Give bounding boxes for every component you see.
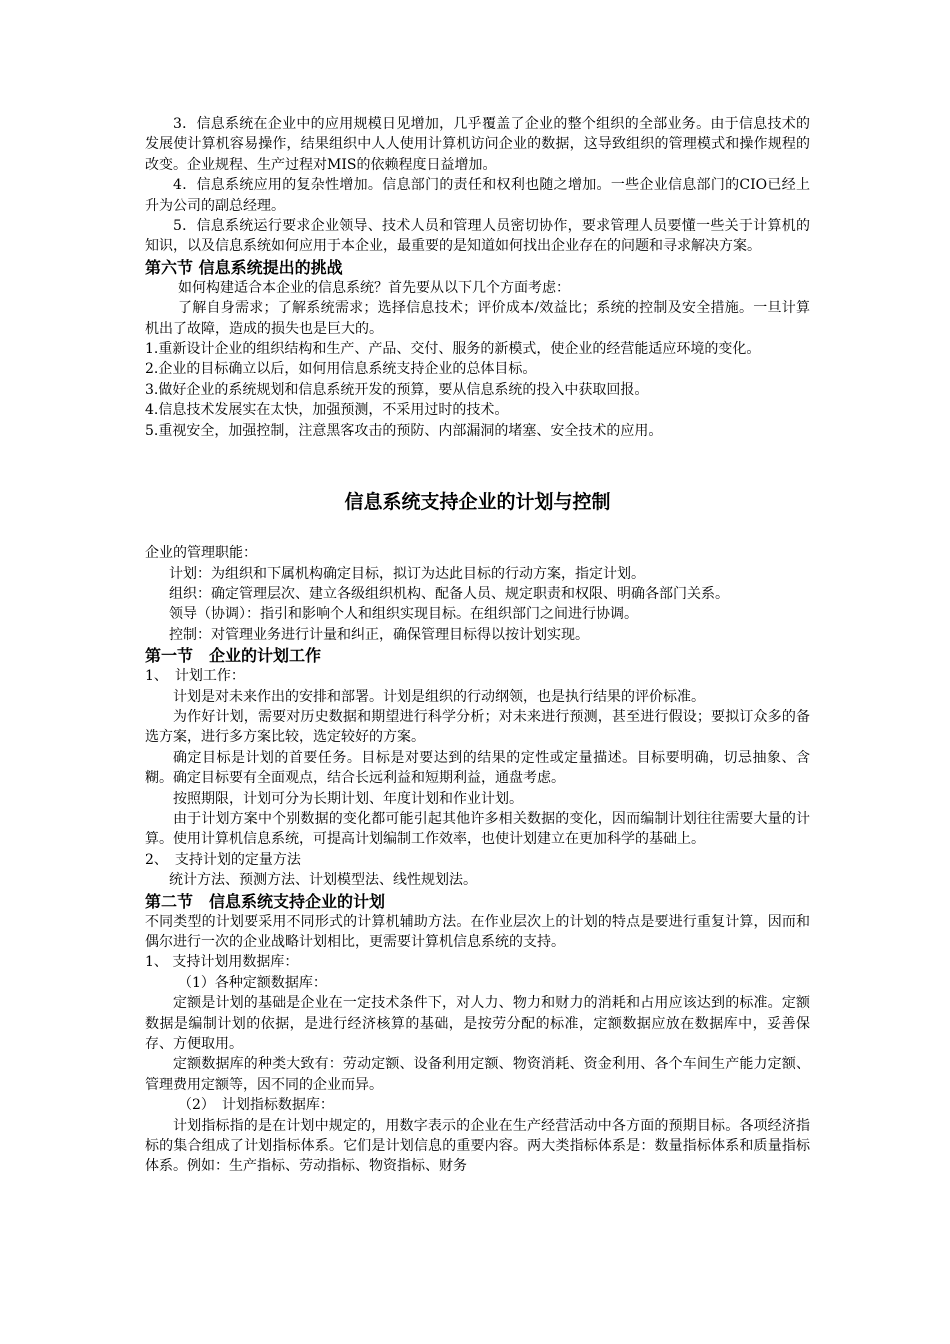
function-plan: 计划：为组织和下属机构确定目标，拟订为达此目标的行动方案，指定计划。 bbox=[169, 565, 645, 582]
plan-index-db-paragraph: 计划指标指的是在计划中规定的，用数字表示的企业在生产经营活动中各方面的预期目标。各项经济指标的集合组成了计划指标体系。它们是计划信息的重要内容。两大类指标体系是：数量指标体系和质量指标体系。例如：生产指标、劳动指标、物资指标、财务 bbox=[145, 1117, 810, 1175]
plan-index-db-title: （2） 计划指标数据库： bbox=[178, 1097, 334, 1114]
section2-intro: 不同类型的计划要采用不同形式的计算机辅助方法。在作业层次上的计划的特点是要进行重复计算，因而和偶尔进行一次的企业战略计划相比，更需要计算机信息系统的支持。 bbox=[145, 913, 810, 950]
function-organize: 组织：确定管理层次、建立各级组织机构、配备人员、规定职责和权限、明确各部门关系。 bbox=[169, 585, 729, 602]
section1-paragraph-5: 由于计划方案中个别数据的变化都可能引起其他许多相关数据的变化，因而编制计划往往需要大量的计算。使用计算机信息系统，可提高计划编制工作效率，也使计划建立在更加科学的基础上。 bbox=[145, 810, 810, 848]
document-page bbox=[145, 114, 810, 1177]
section1-sub-2-text: 统计方法、预测方法、计划模型法、线性规划法。 bbox=[169, 872, 477, 889]
section-heading-2: 第二节 信息系统支持企业的计划 bbox=[145, 891, 386, 911]
section1-paragraph-2: 为作好计划，需要对历史数据和期望进行科学分析；对未来进行预测，甚至进行假设；要拟订众多的备选方案，进行多方案比较，选定较好的方案。 bbox=[145, 708, 810, 746]
section-heading-6: 第六节 信息系统提出的挑战 bbox=[145, 257, 343, 277]
paragraph-part1-4: 4．信息系统应用的复杂性增加。信息部门的责任和权利也随之增加。一些企业信息部门的CIO已经上升为公司的副总经理。 bbox=[145, 177, 810, 214]
section6-intro-2: 了解自身需求；了解系统需求；选择信息技术；评价成本/效益比；系统的控制及安全措施。一旦计算机出了故障，造成的损失也是巨大的。 bbox=[145, 300, 810, 337]
quota-db-title: （1）各种定额数据库： bbox=[178, 974, 327, 991]
section6-intro-1: 如何构建适合本企业的信息系统？首先要从以下几个方面考虑： bbox=[178, 279, 570, 296]
management-functions-intro: 企业的管理职能： bbox=[145, 545, 257, 562]
quota-db-paragraph-2: 定额数据库的种类大致有：劳动定额、设备利用定额、物资消耗、资金利用、各个车间生产能力定额、管理费用定额等，因不同的企业而异。 bbox=[145, 1056, 810, 1093]
section2-sub-1: 1、 支持计划用数据库： bbox=[145, 954, 299, 971]
section1-sub-1: 1、 计划工作： bbox=[145, 668, 245, 685]
function-lead: 领导（协调）：指引和影响个人和组织实现目标。在组织部门之间进行协调。 bbox=[169, 606, 638, 623]
challenge-item-1: 1.重新设计企业的组织结构和生产、产品、交付、服务的新模式，使企业的经营能适应环境的变化。 bbox=[145, 341, 761, 358]
paragraph-part1-5: 5．信息系统运行要求企业领导、技术人员和管理人员密切协作，要求管理人员要懂一些关于计算机的知识，以及信息系统如何应用于本企业，最重要的是知道如何找出企业存在的问题和寻求解决方案。 bbox=[145, 218, 810, 255]
paragraph-part1-3: 3．信息系统在企业中的应用规模日见增加，几乎覆盖了企业的整个组织的全部业务。由于信息技术的发展使计算机容易操作，结果组织中人人使用计算机访问企业的数据，这导致组织的管理模式和操作规程的改变。企业规程、生产过程对MIS的依赖程度日益增加。 bbox=[145, 116, 810, 173]
challenge-item-2: 2.企业的目标确立以后，如何用信息系统支持企业的总体目标。 bbox=[145, 361, 537, 378]
function-control: 控制：对管理业务进行计量和纠正，确保管理目标得以按计划实现。 bbox=[169, 626, 589, 643]
challenge-item-5: 5.重视安全，加强控制，注意黑客攻击的预防、内部漏洞的堵塞、安全技术的应用。 bbox=[145, 422, 663, 439]
section1-paragraph-4: 按照期限，计划可分为长期计划、年度计划和作业计划。 bbox=[173, 790, 523, 807]
section1-sub-2: 2、 支持计划的定量方法 bbox=[145, 851, 301, 868]
challenge-item-4: 4.信息技术发展实在太快，加强预测，不采用过时的技术。 bbox=[145, 402, 509, 419]
chapter-title: 信息系统支持企业的计划与控制 bbox=[344, 491, 611, 514]
challenge-item-3: 3.做好企业的系统规划和信息系统开发的预算，要从信息系统的投入中获取回报。 bbox=[145, 381, 649, 398]
section1-paragraph-1: 计划是对未来作出的安排和部署。计划是组织的行动纲领，也是执行结果的评价标准。 bbox=[173, 688, 705, 705]
section-heading-1: 第一节 企业的计划工作 bbox=[145, 646, 322, 666]
quota-db-paragraph-1: 定额是计划的基础是企业在一定技术条件下，对人力、物力和财力的消耗和占用应该达到的标准。定额数据是编制计划的依据，是进行经济核算的基础，是按劳分配的标准，定额数据应放在数据库中，妥善保存、方便取用。 bbox=[145, 995, 810, 1053]
section1-paragraph-3: 确定目标是计划的首要任务。目标是对要达到的结果的定性或定量描述。目标要明确，切忌抽象、含糊。确定目标要有全面观点，结合长远利益和短期利益，通盘考虑。 bbox=[145, 749, 810, 787]
